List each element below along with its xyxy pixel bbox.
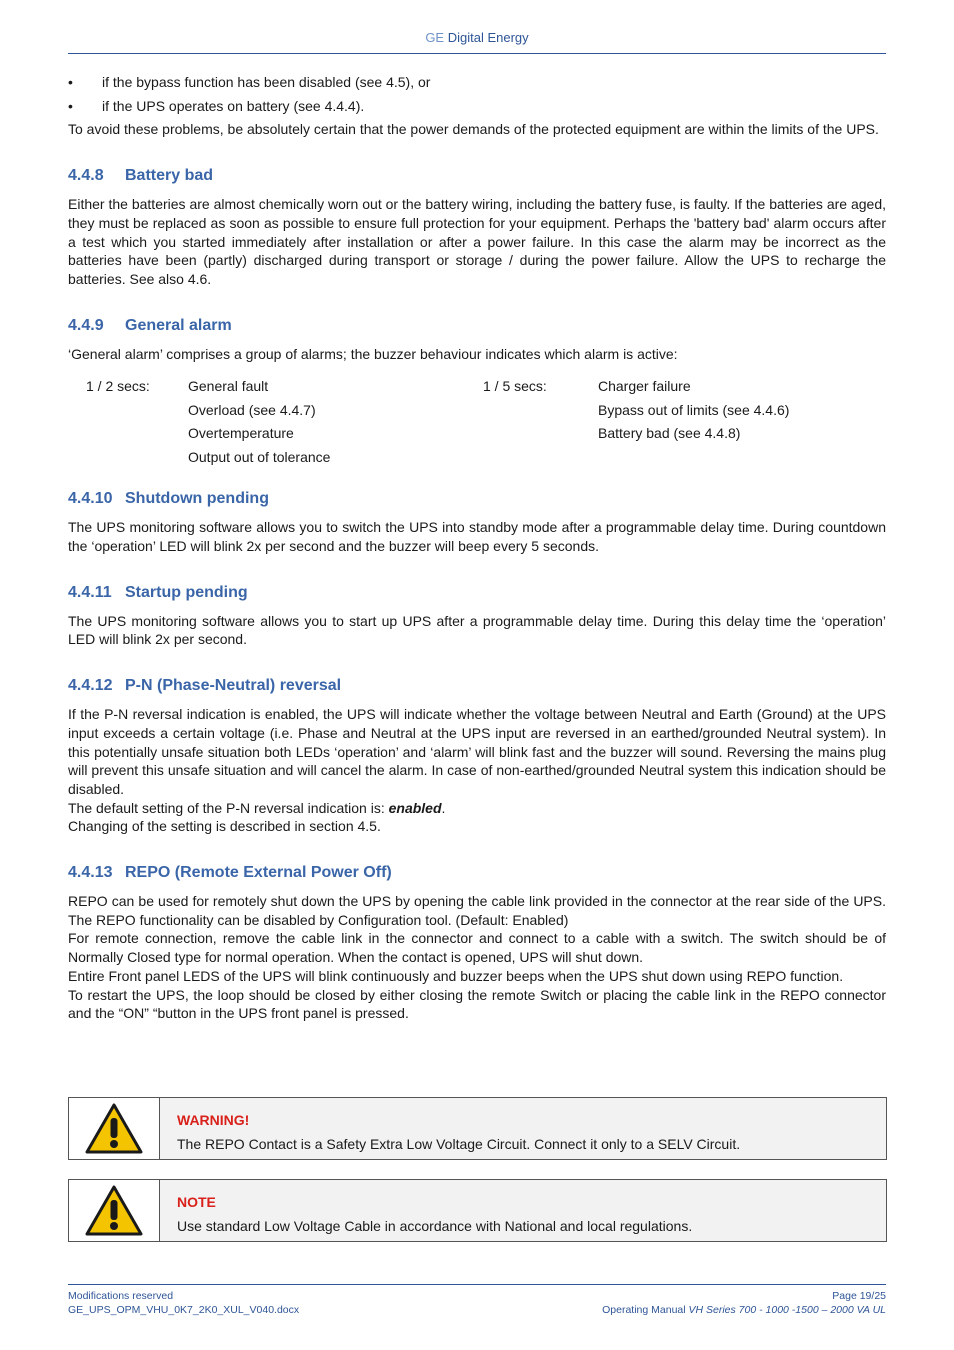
alarm-interval-label: 1 / 2 secs: [86, 378, 150, 395]
bullet-item: • if the bypass function has been disabled (see 4.5), or [68, 73, 886, 92]
alarm-item: Charger failure [598, 378, 691, 395]
repo-paragraph: Entire Front panel LEDS of the UPS will blink continuously and buzzer beeps when the UPS shut down using REPO function. [68, 967, 844, 984]
footer-left [68, 1290, 299, 1317]
warning-box [68, 1097, 887, 1160]
alarm-item: Output out of tolerance [188, 449, 331, 466]
pn-reversal-paragraph: If the P-N reversal indication is enabled, the UPS will indicate whether the voltage between Neutral and Earth (Ground) at the UPS input exceeds a certain voltage (i.e. Phase and Neutral at the UPS input are reversed in an earthed/grounded Neutral system). In this potentially unsafe situation both LEDs ‘operation’ and ‘alarm’ will blink fast and the buzzer will sound. Reversing the mains plug will prevent this unsafe situation and will cancel the alarm. In case of non-earthed/grounded Neutral system this indication should be disabled. [68, 706, 886, 797]
footer-page-number: Page 19/25 [832, 1290, 886, 1302]
warning-icon-cell [69, 1098, 160, 1159]
note-text: Use standard Low Voltage Cable in accordance with National and local regulations. [177, 1218, 693, 1234]
repo-paragraph: For remote connection, remove the cable link in the connector and connect to a cable with a switch. The switch should be of Normally Closed type for normal operation. When the contact is opened, UPS will shut down. [68, 930, 886, 966]
warning-triangle-icon [85, 1185, 143, 1237]
pn-default-value: enabled [388, 799, 442, 816]
header-title: Digital Energy [447, 30, 529, 45]
alarm-item: Overtemperature [188, 425, 294, 442]
section-heading-4-4-12: 4.4.12 P-N (Phase-Neutral) reversal [68, 677, 342, 695]
note-box [68, 1179, 887, 1242]
alarm-item: Bypass out of limits (see 4.4.6) [598, 402, 790, 419]
page-header [68, 30, 886, 45]
warning-title: WARNING! [177, 1112, 250, 1128]
repo-paragraph: REPO can be used for remotely shut down the UPS by opening the cable link provided in the connector at the rear side of the UPS. The REPO functionality can be disabled by Configuration tool. (Default: Enabled) [68, 893, 886, 928]
note-title: NOTE [177, 1194, 216, 1210]
alarm-item: General fault [188, 378, 269, 395]
body-content [68, 73, 886, 1029]
warning-triangle-icon [85, 1103, 143, 1155]
bullet-item: • if the UPS operates on battery (see 4.4.4). [68, 97, 886, 116]
repo-paragraph: To restart the UPS, the loop should be closed by either closing the remote Switch or placing the cable link in the REPO connector and the “ON” “button in the UPS front panel is pressed. [68, 986, 886, 1022]
note-icon-cell [69, 1180, 160, 1241]
section-heading-4-4-9: 4.4.9 General alarm [68, 316, 232, 334]
startup-pending-paragraph: The UPS monitoring software allows you to start up UPS after a programmable delay time. During this delay time the ‘operation’ LED will blink 2x per second. [68, 612, 886, 648]
footer-modifications: Modifications reserved [68, 1290, 174, 1302]
footer-manual-title: Operating Manual VH Series 700 - 1000 -1500 – 2000 VA UL [602, 1303, 886, 1316]
warning-text: The REPO Contact is a Safety Extra Low Voltage Circuit. Connect it only to a SELV Circuit. [177, 1136, 741, 1152]
shutdown-pending-paragraph: The UPS monitoring software allows you to switch the UPS into standby mode after a programmable delay time. During countdown the ‘operation’ LED will blink 2x per second and the buzzer will beep every 5 seconds. [68, 519, 886, 555]
footer-rule [68, 1284, 886, 1285]
header-rule [68, 53, 886, 54]
section-heading-4-4-10: 4.4.10 Shutdown pending [68, 490, 269, 508]
section-heading-4-4-11: 4.4.11 Startup pending [68, 583, 248, 601]
section-heading-4-4-13: 4.4.13 REPO (Remote External Power Off) [68, 864, 392, 882]
pn-change-note: Changing of the setting is described in section 4.5. [68, 818, 381, 835]
footer-filename: GE_UPS_OPM_VHU_0K7_2K0_XUL_V040.docx [68, 1303, 300, 1316]
alarm-item: Overload (see 4.4.7) [188, 402, 316, 419]
alarm-table [68, 377, 886, 471]
header-brand: GE [425, 30, 445, 45]
alarm-item: Battery bad (see 4.4.8) [598, 425, 741, 442]
general-alarm-paragraph: ‘General alarm’ comprises a group of alarms; the buzzer behaviour indicates which alarm is active: [68, 345, 678, 362]
footer-right [602, 1290, 886, 1317]
alarm-interval-label: 1 / 5 secs: [483, 378, 547, 395]
battery-bad-paragraph: Either the batteries are almost chemically worn out or the battery wiring, including the battery fuse, is faulty. If the batteries are aged, they must be replaced as soon as possible to ensure full protection for your equipment. Perhaps the 'battery bad' alarm occurs after a test which you started immediately after installation or after a power failure. In this case the alarm may be incorrect as the batteries have been (partly) discharged during transport or storage / during the power failure. Allow the UPS to recharge the batteries. See also 4.6. [68, 196, 886, 287]
section-heading-4-4-8: 4.4.8 Battery bad [68, 167, 214, 185]
intro-paragraph: To avoid these problems, be absolutely certain that the power demands of the protected equipment are within the limits of the UPS. [68, 121, 879, 138]
pn-default-setting: The default setting of the P-N reversal indication is: enabled. [68, 799, 446, 816]
